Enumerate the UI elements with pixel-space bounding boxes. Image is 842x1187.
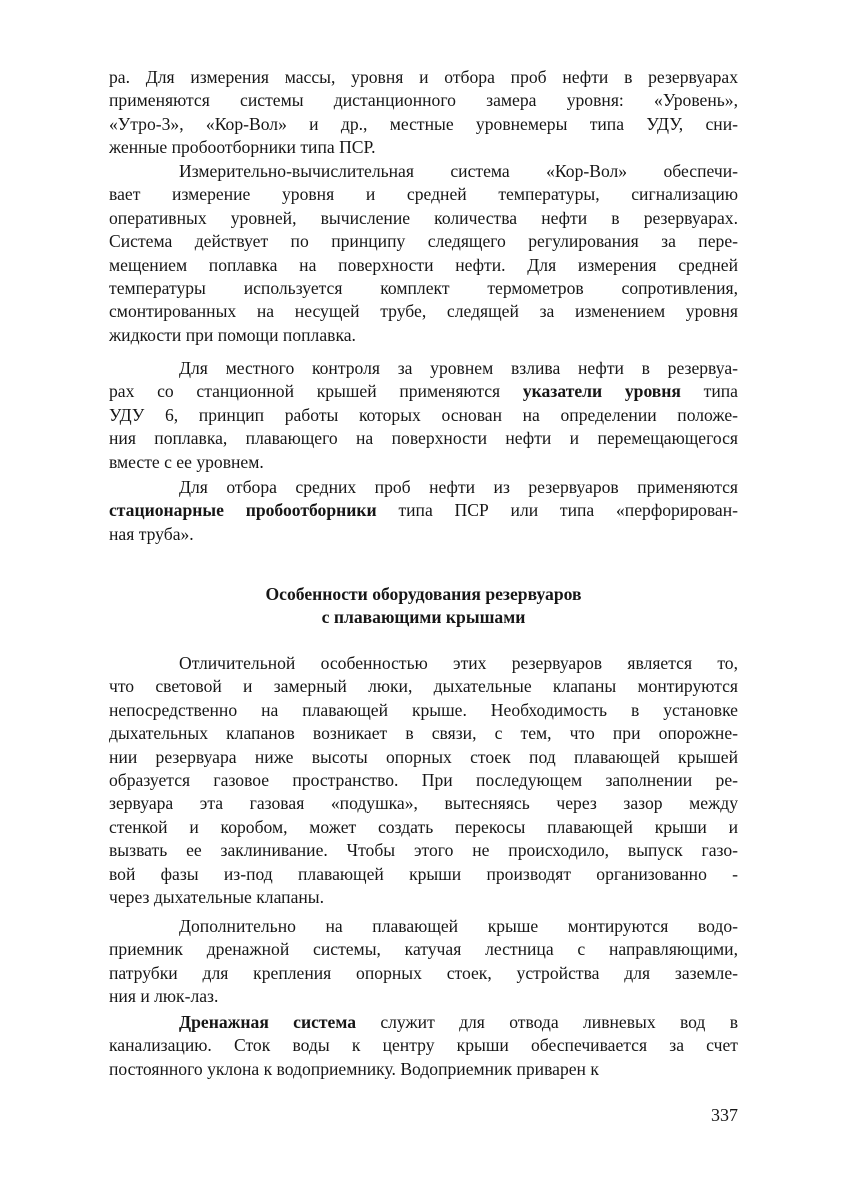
text-run: приемник дренажной системы, катучая лестница с направляющими, bbox=[109, 939, 738, 960]
text-line bbox=[109, 1058, 738, 1081]
text-line bbox=[109, 113, 738, 136]
paragraph bbox=[109, 652, 738, 909]
text-run: стенкой и коробом, может создать перекосы плавающей крыши и bbox=[109, 816, 738, 837]
text-line bbox=[109, 357, 738, 380]
text-run: мещением поплавка на поверхности нефти. Для измерения средней bbox=[109, 254, 738, 275]
text-run: что световой и замерный люки, дыхательные клапаны монтируются bbox=[109, 676, 738, 697]
text-run: рах со станционной крышей применяются bbox=[109, 381, 523, 402]
text-line bbox=[109, 404, 738, 427]
text-run: вместе с ее уровнем. bbox=[109, 451, 264, 472]
bold-term: указатели уровня bbox=[522, 381, 681, 402]
section-heading bbox=[109, 583, 738, 629]
text-line bbox=[109, 300, 738, 323]
text-run: Измерительно-вычислительная система «Кор-Вол» обеспечи- bbox=[179, 161, 738, 181]
text-run: Дополнительно на плавающей крыше монтируются водо- bbox=[179, 916, 738, 936]
paragraph bbox=[109, 1011, 738, 1081]
text-run: «Утро-3», «Кор-Вол» и др., местные уровнемеры типа УДУ, сни- bbox=[109, 113, 738, 134]
section-heading-line-1: Особенности оборудования резервуаров bbox=[265, 584, 582, 604]
section-heading-line-2: с плавающими крышами bbox=[321, 607, 526, 627]
text-line bbox=[109, 427, 738, 450]
text-run: температуры используется комплект термометров сопротивления, bbox=[109, 277, 738, 298]
text-run: постоянного уклона к водоприемнику. Водоприемник приварен к bbox=[109, 1058, 599, 1079]
text-run: типа ПСР или типа «перфорирован- bbox=[376, 500, 738, 521]
text-run: патрубки для крепления опорных стоек, устройства для заземле- bbox=[109, 962, 738, 983]
text-line bbox=[109, 451, 738, 474]
text-line bbox=[109, 66, 738, 89]
text-run: типа bbox=[680, 381, 738, 402]
text-line bbox=[109, 722, 738, 745]
text-run: непосредственно на плавающей крыше. Необходимость в установке bbox=[109, 699, 738, 720]
text-line bbox=[109, 324, 738, 347]
text-run: женные пробоотборники типа ПСР. bbox=[109, 137, 376, 158]
text-run: оперативных уровней, вычисление количества нефти в резервуарах. bbox=[109, 207, 738, 228]
text-run: через дыхательные клапаны. bbox=[109, 886, 325, 907]
text-line bbox=[109, 183, 738, 206]
text-run: Отличительной особенностью этих резервуаров является то, bbox=[179, 653, 738, 673]
text-line bbox=[109, 1034, 738, 1057]
text-run: Для местного контроля за уровнем взлива нефти в резервуа- bbox=[179, 358, 738, 378]
text-run: ния поплавка, плавающего на поверхности нефти и перемещающегося bbox=[109, 428, 738, 449]
text-run: вает измерение уровня и средней температуры, сигнализацию bbox=[109, 184, 738, 205]
text-run: ра. Для измерения массы, уровня и отбора проб нефти в резервуарах bbox=[109, 67, 738, 87]
bold-term: стационарные пробоотборники bbox=[109, 500, 377, 521]
text-line bbox=[109, 746, 738, 769]
text-line bbox=[109, 160, 738, 183]
text-run: вой фазы из-под плавающей крыши производят организованно - bbox=[109, 863, 738, 884]
text-line bbox=[109, 839, 738, 862]
page-number: 337 bbox=[711, 1105, 738, 1125]
text-run: служит для отвода ливневых вод в bbox=[356, 1012, 739, 1032]
text-line bbox=[109, 254, 738, 277]
text-line bbox=[109, 89, 738, 112]
text-line bbox=[109, 938, 738, 961]
text-line bbox=[109, 699, 738, 722]
text-run: ная труба». bbox=[109, 523, 194, 544]
text-line bbox=[109, 863, 738, 886]
text-run: канализацию. Сток воды к центру крыши обеспечивается за счет bbox=[109, 1035, 738, 1056]
text-line bbox=[109, 207, 738, 230]
text-line bbox=[109, 277, 738, 300]
text-line bbox=[109, 769, 738, 792]
text-line bbox=[109, 230, 738, 253]
text-run: УДУ 6, принцип работы которых основан на определении положе- bbox=[109, 404, 738, 425]
text-run: ния и люк-лаз. bbox=[109, 986, 219, 1007]
text-run: вызвать ее заклинивание. Чтобы этого не происходило, выпуск газо- bbox=[109, 840, 738, 861]
text-line bbox=[109, 915, 738, 938]
paragraph bbox=[109, 66, 738, 160]
text-line bbox=[109, 792, 738, 815]
paragraph bbox=[109, 915, 738, 1009]
text-line bbox=[109, 816, 738, 839]
text-line bbox=[109, 675, 738, 698]
text-line bbox=[109, 523, 738, 546]
text-line bbox=[109, 476, 738, 499]
text-line bbox=[109, 1011, 738, 1034]
text-line bbox=[109, 652, 738, 675]
paragraph bbox=[109, 476, 738, 546]
text-line bbox=[109, 962, 738, 985]
text-line bbox=[109, 499, 738, 522]
text-run: нии резервуара ниже высоты опорных стоек под плавающей крышей bbox=[109, 746, 738, 767]
text-run: дыхательных клапанов возникает в связи, с тем, что при опорожне- bbox=[109, 723, 738, 744]
text-run: зервуара эта газовая «подушка», вытесняясь через зазор между bbox=[109, 793, 738, 814]
paragraph bbox=[109, 160, 738, 347]
paragraph bbox=[109, 357, 738, 474]
text-run: смонтированных на несущей трубе, следящей за изменением уровня bbox=[109, 301, 738, 322]
bold-term: Дренажная система bbox=[179, 1012, 357, 1032]
text-line bbox=[109, 985, 738, 1008]
text-run: Система действует по принципу следящего регулирования за пере- bbox=[109, 231, 738, 252]
text-run: образуется газовое пространство. При последующем заполнении ре- bbox=[109, 769, 738, 790]
text-line bbox=[109, 380, 738, 403]
text-run: Для отбора средних проб нефти из резервуаров применяются bbox=[179, 477, 738, 497]
text-line bbox=[109, 136, 738, 159]
text-run: жидкости при помощи поплавка. bbox=[109, 324, 356, 345]
text-line bbox=[109, 886, 738, 909]
text-run: применяются системы дистанционного замера уровня: «Уровень», bbox=[109, 90, 738, 111]
